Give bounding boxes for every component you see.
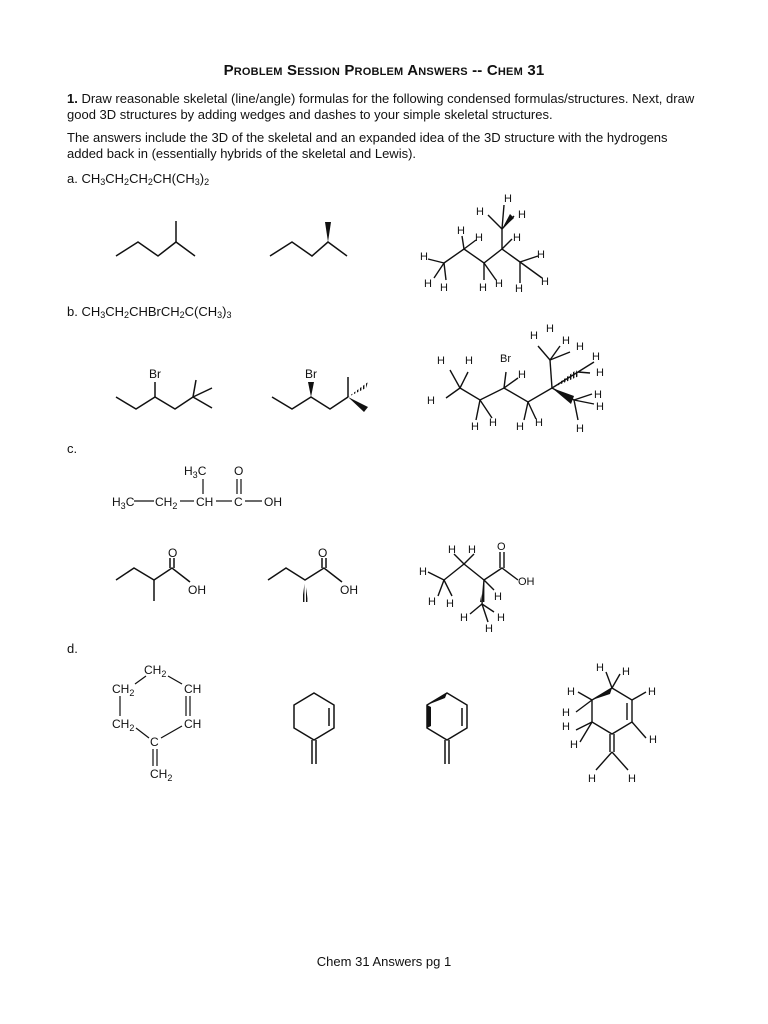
svg-text:H: H [494, 591, 502, 603]
svg-text:H: H [562, 335, 570, 347]
wedge-dash-c [268, 558, 342, 602]
o-label-c1: O [168, 546, 178, 560]
svg-text:H: H [446, 598, 454, 610]
svg-text:H: H [460, 612, 468, 624]
oh-label-c2: OH [340, 583, 358, 597]
svg-text:H: H [535, 417, 543, 429]
svg-text:C: C [234, 495, 243, 509]
svg-text:CH2: $CH_2$ [150, 767, 173, 783]
svg-text:H: H [428, 596, 436, 608]
question-number: 1. [67, 91, 78, 106]
svg-text:H: H [596, 367, 604, 379]
svg-text:H: H [570, 739, 578, 751]
svg-text:CH: CH [184, 717, 202, 731]
svg-text:H: H [588, 773, 596, 785]
svg-text:C: C [150, 735, 159, 749]
svg-text:H: H [424, 278, 432, 290]
o-label-c2: O [318, 546, 328, 560]
part-b-label: b. $CH_3CH_2CHBrCH_2C(CH_3)_3$ [67, 304, 232, 320]
svg-text:H: H [628, 773, 636, 785]
svg-text:H: H [420, 251, 428, 263]
wedge-dash-d [427, 693, 467, 764]
svg-text:H: H [476, 206, 484, 218]
svg-text:H: H [567, 686, 575, 698]
condensed-c [112, 464, 282, 511]
hydrogen-labels-c [419, 541, 535, 635]
svg-text:H: H [515, 283, 523, 295]
part-d-label: d. [67, 641, 78, 656]
skeletal-b [116, 380, 212, 409]
svg-text:H: H [576, 341, 584, 353]
skeletal-c [116, 558, 190, 601]
svg-text:CH2: $CH_2$ [112, 682, 135, 698]
svg-text:H: H [465, 355, 473, 367]
svg-text:H: H [518, 209, 526, 221]
answer-note: The answers include the 3D of the skeletal and an expanded idea of the 3D structure with the hydrogens added back in (essentially hybrids of the skeletal and Lewis). [67, 130, 668, 161]
svg-text:H: H [648, 686, 656, 698]
svg-text:H: H [440, 282, 448, 294]
svg-text:H: H [419, 566, 427, 578]
svg-text:H: H [479, 282, 487, 294]
oh-label-c1: OH [188, 583, 206, 597]
svg-text:H: H [530, 330, 538, 342]
page-footer: Chem 31 Answers pg 1 [316, 954, 452, 969]
svg-text:H: H [516, 421, 524, 433]
part-a-label: a. $CH_3CH_2CH_2CH(CH_3)_2$ [67, 171, 210, 187]
svg-text:H: H [649, 734, 657, 746]
svg-text:CH2: $CH_2$ [144, 663, 167, 679]
question-text: Draw reasonable skeletal (line/angle) formulas for the following condensed formulas/structures. Next, draw good 3D structures by adding wedges and dashes to your simple skeletal structures. [67, 91, 695, 122]
svg-text:O: O [497, 541, 506, 553]
svg-text:H: H [576, 423, 584, 435]
svg-text:H: H [562, 707, 570, 719]
svg-text:H: H [475, 232, 483, 244]
wedge-dash-a [270, 222, 347, 256]
svg-text:H: H [513, 232, 521, 244]
svg-text:H3C: $H_3C$ [112, 495, 135, 511]
svg-text:CH: CH [184, 682, 202, 696]
svg-text:O: O [234, 464, 244, 478]
svg-text:H3C: $H_3C$ [184, 464, 207, 480]
svg-text:H: H [485, 623, 493, 635]
svg-text:CH2: $CH_2$ [112, 717, 135, 733]
svg-text:OH: OH [518, 576, 535, 588]
svg-text:H: H [596, 401, 604, 413]
wedge-dash-b [272, 377, 368, 412]
expanded-3d-d [576, 672, 646, 770]
svg-text:H: H [495, 278, 503, 290]
svg-text:H: H [596, 662, 604, 674]
svg-text:H: H [489, 417, 497, 429]
svg-text:Br: Br [500, 353, 511, 365]
part-c-label: c. [67, 441, 78, 456]
br-label-b1: Br [149, 367, 161, 381]
page-title: Problem Session Problem Answers -- Chem 31 [223, 62, 545, 79]
svg-text:H: H [437, 355, 445, 367]
svg-text:H: H [497, 612, 505, 624]
skeletal-d [294, 693, 334, 764]
svg-text:H: H [562, 721, 570, 733]
skeletal-a [116, 221, 195, 256]
condensed-d [112, 663, 201, 783]
svg-text:H: H [518, 369, 526, 381]
svg-text:H: H [592, 351, 600, 363]
svg-text:H: H [504, 193, 512, 205]
svg-text:H: H [541, 276, 549, 288]
svg-text:OH: OH [264, 495, 282, 509]
svg-text:H: H [468, 544, 476, 556]
svg-text:H: H [471, 421, 479, 433]
svg-text:H: H [622, 666, 630, 678]
svg-text:H: H [427, 395, 435, 407]
svg-text:CH: CH [196, 495, 214, 509]
svg-text:H: H [448, 544, 456, 556]
br-label-b2: Br [305, 367, 317, 381]
svg-text:CH2: $CH_2$ [155, 495, 178, 511]
svg-text:H: H [457, 225, 465, 237]
svg-text:H: H [546, 323, 554, 335]
svg-text:H: H [594, 389, 602, 401]
svg-text:H: H [537, 249, 545, 261]
